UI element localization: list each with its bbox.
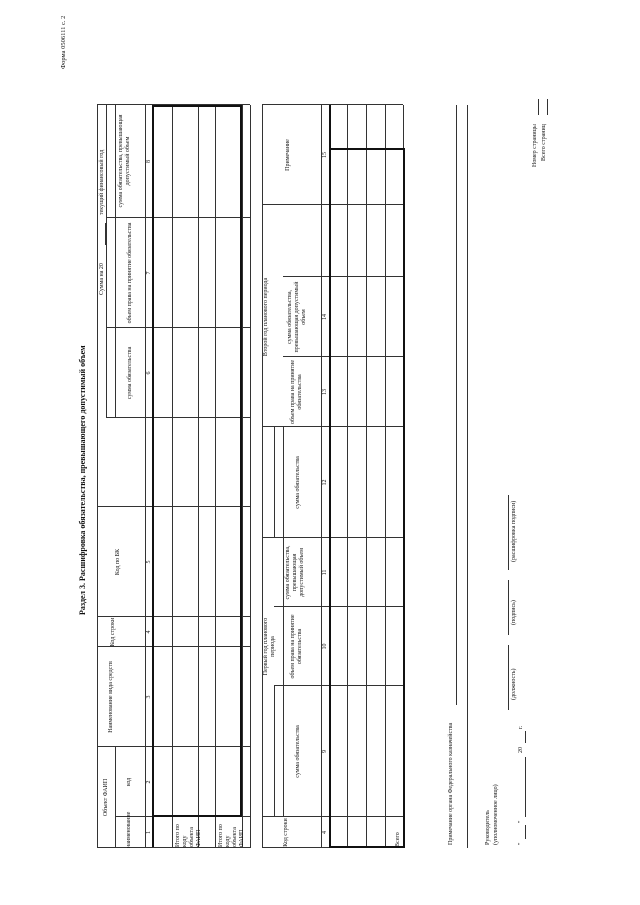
col-num-7: 7 [146,271,152,275]
position-line[interactable] [508,645,509,710]
col2-num-12: 12 [322,479,328,486]
hdr-object-faip: Объект ФАИП [103,778,109,817]
page-number-line[interactable] [538,99,539,115]
col-num-3: 3 [146,695,152,699]
hdr-code: код [126,777,132,787]
hdr-sum-prefix: Сумма на 20 [99,263,105,295]
hdr-fund-type: Наименование вида средств [108,661,114,733]
col2-num-14: 14 [322,314,328,320]
row-grand-total: Всего [395,832,401,847]
head-sub-label: (уполномоченное лицо) [493,784,499,845]
col2-num-9: 9 [322,750,328,753]
col-num-5: 5 [146,560,152,564]
hdr2-obligation-sum-2: сумма обязательства [295,456,301,509]
hdr2-excess-2: сумма обязательства, превышающая допустимый объем [287,281,307,353]
date-day-line[interactable] [525,825,526,839]
hdr2-right-volume-1: объем права на принятие обязательства [290,614,303,679]
decoding-caption: (расшифровка подписи) [511,500,517,562]
hdr-obligation-sum: сумма обязательства [127,346,133,400]
position-caption: (должность) [511,668,517,700]
hdr2-note: Примечание [285,139,291,171]
section-title: Раздел 3. Расшифровка обязательства, превышающего допустимый объем [78,345,87,615]
form-code: Форма 0506111 с. 2 [60,15,67,69]
row-total-faip: Итого по коду объекта ФАИП [175,824,202,847]
hdr2-first-year: Первый год планового периода [263,617,276,676]
total-pages-label: Всего страниц [541,124,547,161]
hdr-right-volume: объем права на принятие обязательства [127,222,133,324]
hdr2-right-volume-2: объем права на принятие обязательства [290,359,303,425]
hdr-year-blank [99,223,106,245]
col2-num-10: 10 [322,643,328,650]
signature-line[interactable] [508,580,509,635]
date-year-line[interactable] [525,731,526,743]
treasury-note-label: Примечание органа Федерального казначейства [448,722,454,845]
hdr-sum-suffix: текущий финансовый год [99,149,105,215]
page-number-label: Номер страницы [532,124,538,167]
hdr2-obligation-sum-1: сумма обязательства [295,725,301,778]
col-num-1: 1 [146,831,152,834]
decoding-line[interactable] [508,495,509,570]
hdr-name: наименование [126,811,132,848]
col-num-4: 4 [146,630,152,634]
hdr-bk-code: Код по БК [115,548,121,576]
hdr2-second-year: Второй год планового периода [263,277,269,357]
hdr2-line-code: Код строки [283,818,289,847]
total-pages-line[interactable] [547,99,548,115]
col2-num-15: 15 [322,152,328,158]
head-label: Руководитель [485,810,491,845]
date-year-suffix: г. [518,725,524,729]
row-total-faip-2: Итого по коду объекта ФАИП [218,824,245,847]
col-num-8: 8 [146,160,152,163]
date-quote-close: " [518,820,524,823]
col2-num-4: 4 [322,831,328,834]
signature-caption: (подпись) [511,600,517,625]
date-month-line[interactable] [525,757,526,817]
hdr2-excess-1: сумма обязательства, превышающая допустимый объем [285,545,305,600]
col-num-6: 6 [146,371,152,375]
col2-num-11: 11 [322,569,328,576]
hdr-line-code: Код строки [110,617,116,647]
hdr-excess: сумма обязательства, превышающая допустимый объем [118,114,131,208]
date-quote-open: " [518,842,524,845]
col2-num-13: 13 [322,389,328,395]
date-year-prefix: 20 [518,747,524,753]
col-num-2: 2 [146,780,152,784]
